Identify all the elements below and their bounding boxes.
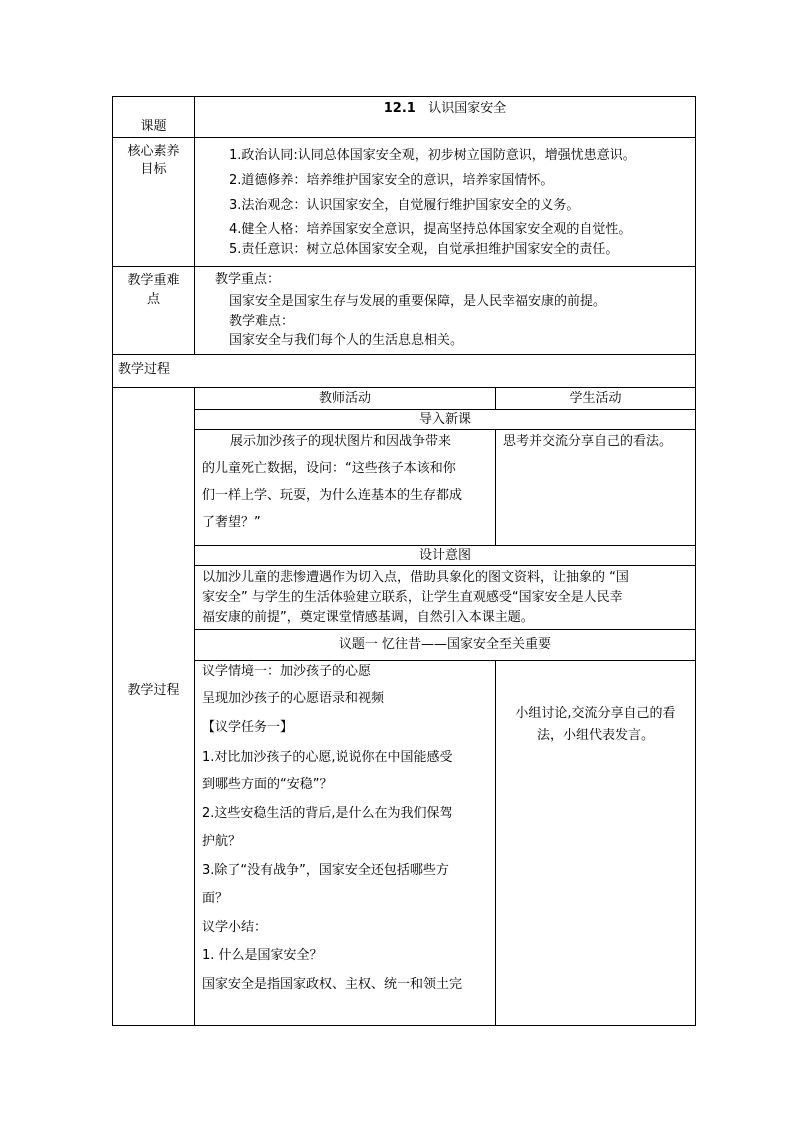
goal-item: 3.法治观念：认识国家安全，自觉履行维护国家安全的义务。 — [229, 198, 580, 213]
topic1-teacher-line: 国家安全是指国家政权、主权、统一和领土完 — [202, 977, 463, 992]
goals-label-line2: 目标 — [140, 162, 167, 177]
topic1-teacher-line: 护航？ — [202, 834, 242, 849]
goal-item: 1.政治认同:认同总体国家安全观，初步树立国防意识，增强忧患意识。 — [229, 148, 636, 163]
process-label: 教学过程 — [127, 683, 180, 698]
intro-student-text: 思考并交流分享自己的看法。 — [503, 434, 673, 449]
topic1-teacher-line: 1.对比加沙孩子的心愿,说说你在中国能感受 — [202, 750, 453, 765]
col-teacher-header: 教师活动 — [318, 391, 371, 406]
topic1-student-line: 法，小组代表发言。 — [536, 728, 654, 743]
topic-number: 12.1 — [383, 101, 416, 116]
design-text-line: 以加沙儿童的悲惨遭遇作为切入点，借助具象化的图文资料，让抽象的 “国 — [202, 570, 629, 585]
intro-teacher-line: 们一样上学、玩耍，为什么连基本的生存都成 — [202, 488, 463, 503]
goal-item: 4.健全人格：培养国家安全意识，提高坚持总体国家安全观的自觉性。 — [229, 222, 632, 237]
col-student-header: 学生活动 — [569, 391, 622, 406]
key-label: 教学重点： — [215, 272, 281, 287]
topic1-teacher-line: 【议学任务一】 — [202, 720, 294, 735]
topic1-teacher-line: 3.除了“没有战争”，国家安全还包括哪些方 — [202, 863, 449, 878]
topic1-teacher-line: 议学小结： — [202, 920, 268, 935]
page-title — [195, 101, 695, 117]
intro-header: 导入新课 — [418, 412, 471, 427]
topic1-teacher-line: 到哪些方面的“安稳”？ — [202, 777, 333, 792]
difficulty-text: 国家安全与我们每个人的生活息息相关。 — [229, 333, 464, 348]
design-text-line: 福安康的前提”，奠定课堂情感基调，自然引入本课主题。 — [202, 610, 534, 625]
topic-label: 课题 — [140, 119, 167, 134]
topic1-teacher-line: 呈现加沙孩子的心愿语录和视频 — [202, 691, 385, 706]
topic1-student-line: 小组讨论,交流分享自己的看 — [515, 706, 676, 721]
topic1-teacher-line: 1. 什么是国家安全？ — [202, 948, 323, 963]
intro-teacher-line: 展示加沙孩子的现状图片和因战争带来 — [230, 434, 452, 449]
intro-teacher-line: 的儿童死亡数据，设问：“这些孩子本该和你 — [202, 461, 456, 476]
intro-teacher-line: 了奢望？” — [202, 515, 261, 530]
topic1-teacher-line: 议学情境一：加沙孩子的心愿 — [202, 664, 372, 679]
keypoints-label-line1: 教学重难 — [127, 273, 180, 288]
design-text-line: 家安全” 与学生的生活体验建立联系，让学生直观感受“国家安全是人民幸 — [202, 590, 623, 605]
keypoints-label-line2: 点 — [146, 292, 160, 307]
goal-item: 2.道德修养：培养维护国家安全的意识，培养家国情怀。 — [229, 173, 554, 188]
topic1-teacher-line: 2.这些安稳生活的背后,是什么在为我们保驾 — [202, 806, 453, 821]
key-text: 国家安全是国家生存与发展的重要保障，是人民幸福安康的前提。 — [229, 294, 607, 309]
topic1-header: 议题一 忆往昔——国家安全至关重要 — [338, 637, 552, 652]
process-header: 教学过程 — [118, 362, 171, 377]
process-header-cell — [112, 354, 696, 388]
topic-title: 认识国家安全 — [428, 101, 507, 116]
difficulty-label: 教学难点： — [229, 314, 295, 329]
process-label-cell — [112, 387, 195, 1026]
topic1-teacher-line: 面？ — [202, 891, 229, 906]
goal-item: 5.责任意识：树立总体国家安全观，自觉承担维护国家安全的责任。 — [229, 242, 619, 257]
goals-label-line1: 核心素养 — [127, 144, 180, 159]
design-header: 设计意图 — [418, 548, 471, 563]
